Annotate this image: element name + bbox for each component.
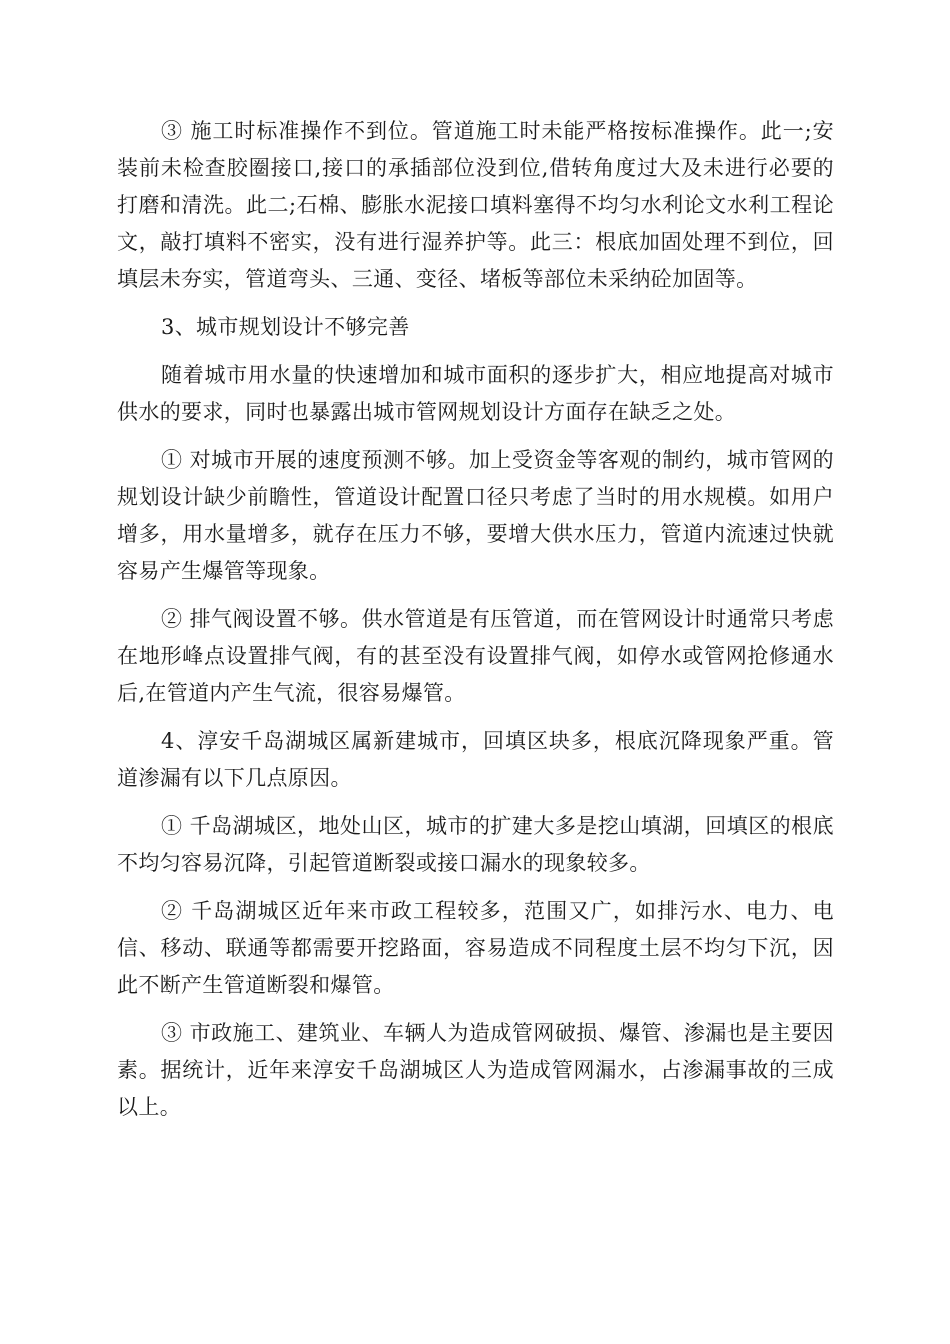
para-construction-standards: ③ 施工时标准操作不到位。管道施工时未能严格按标准操作。此一;安装前未检查胶圈接口,接口的承插部位没到位,借转角度过大及未进行必要的打磨和清洗。此二;石棉、膨胀水泥接口填料塞得不均匀水利论文水利工程论文，敲打填料不密实，没有进行湿养护等。此三：根底加固处理不到位，回填层未夯实，管道弯头、三通、变径、堵板等部位未采纳砼加固等。 [117,119,834,291]
para-municipal-works: ② 千岛湖城区近年来市政工程较多，范围又广，如排污水、电力、电信、移动、联通等都需要开挖路面，容易造成不同程度土层不均匀下沉，因此不断产生管道断裂和爆管。 [117,899,834,997]
para-backfill-settlement: ① 千岛湖城区，地处山区，城市的扩建大多是挖山填湖，回填区的根底不均匀容易沉降，引起管道断裂或接口漏水的现象较多。 [117,814,834,875]
para-water-demand: 随着城市用水量的快速增加和城市面积的逐步扩大，相应地提高对城市供水的要求，同时也暴露出城市管网规划设计方面存在缺乏之处。 [117,363,834,424]
heading-4-chunan: 4、淳安千岛湖城区属新建城市，回填区块多，根底沉降现象严重。管道渗漏有以下几点原因。 [117,729,834,790]
document-page [117,113,834,1137]
para-development-forecast: ① 对城市开展的速度预测不够。加上受资金等客观的制约，城市管网的规划设计缺少前瞻性，管道设计配置口径只考虑了当时的用水规模。如用户增多，用水量增多，就存在压力不够，要增大供水压力，管道内流速过快就容易产生爆管等现象。 [117,448,834,583]
heading-3-urban-planning: 3、城市规划设计不够完善 [161,315,410,339]
para-exhaust-valve: ② 排气阀设置不够。供水管道是有压管道，而在管网设计时通常只考虑在地形峰点设置排气阀，有的甚至没有设置排气阀，如停水或管网抢修通水后,在管道内产生气流，很容易爆管。 [117,607,834,705]
para-human-damage: ③ 市政施工、建筑业、车辆人为造成管网破损、爆管、渗漏也是主要因素。据统计，近年来淳安千岛湖城区人为造成管网漏水，占渗漏事故的三成以上。 [117,1021,834,1119]
